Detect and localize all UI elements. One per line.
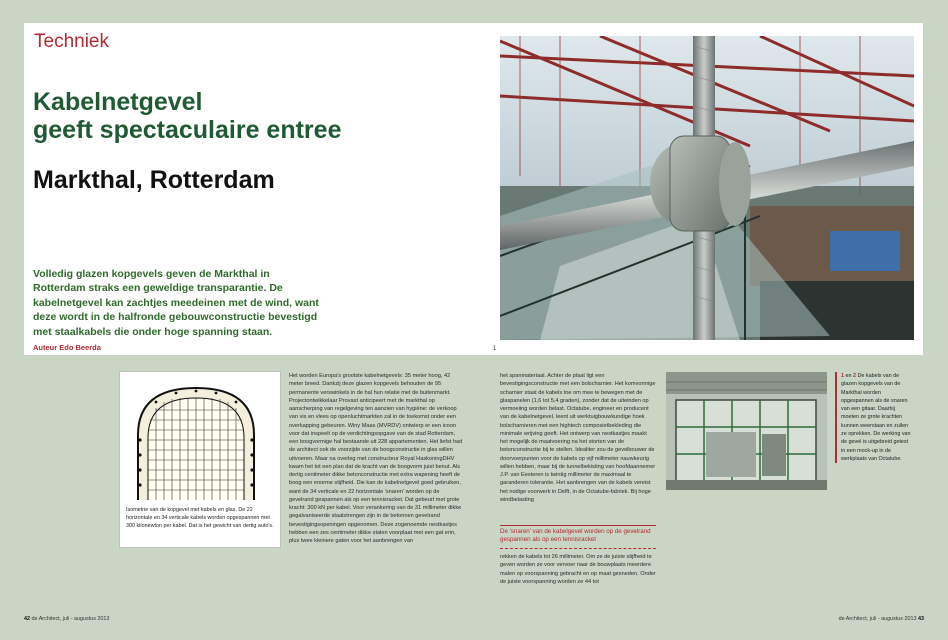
- headline-line-2: geeft spectaculaire entree: [33, 116, 342, 144]
- body-text-col3: rekken de kabels tot 26 millimeter. Om ze de juiste stijfheid te geven worden ze voor vervoer naar de bouwplaats meerdere malen op voorspanning gebracht en op maat gesneden. Onder de juiste voorspanning worden ze 44 tot: [500, 554, 656, 585]
- article-headline: [33, 88, 473, 144]
- caption-text: De kabels van de glazen kopgevels van de Markthal worden opgespannen als de snaren van een gitaar. Daarbij moeten ze grote krachten kunnen weerstaan en zullen ze oprekken. De werking van de gevel is uitgebreid getest in een mock-up in de werkplaats van Octatube.: [841, 373, 911, 462]
- cable-facade-illustration: [500, 36, 914, 340]
- isometric-figure: [119, 371, 281, 548]
- page-number-right: 43: [918, 616, 924, 622]
- page-number-left: 42: [24, 616, 30, 622]
- article-subheadline: Markthal, Rotterdam: [33, 166, 275, 194]
- photo-number-marker: 1: [493, 346, 497, 352]
- pull-quote: De 'snaren' van de kabelgevel worden op de gevelrand gespannen als op een tennisracket: [500, 525, 656, 549]
- footer-left: [24, 616, 109, 622]
- body-column-2: [500, 372, 656, 504]
- isometric-facade-drawing: [126, 380, 276, 505]
- isometric-caption: Isometrie van de kopgevel met kabels en glas. De 22 horizontale en 34 verticale kabels worden opgespannen met 300 kilonewton per kabel. Dat is het gewicht van dertig auto's.: [126, 507, 274, 530]
- main-photo-cable-facade: [500, 36, 914, 340]
- author-credit: Auteur Edo Beerda: [33, 343, 101, 352]
- mockup-photo: [666, 372, 827, 490]
- headline-line-1: Kabelnetgevel: [33, 88, 203, 116]
- footer-left-text: de Architect, juli - augustus 2013: [30, 616, 110, 622]
- caption-num-1: 1: [841, 373, 844, 379]
- caption-and: en: [844, 373, 853, 379]
- body-text-col2: het spanmateriaal. Achter de plaat ligt een bevestigingsconstructie met een bolscharnier. Het komvormige scharnier staat de kabels toe om mee te bewegen met de glaspanelen (1,6 tot 5,4 graden), zonder dat de uiteinden op vermoeiing worden belast. Octatube, engineer en producent van de kabelnetgevel, leent uit werktuigbouwkundige hoek bolscharnieren met een hightech composietbekleding die minimale wrijving geeft. Het ontwerp van nestkastjes maakt het mogelijk de maatvoering na het storten van de betonconstructie bij te stellen. Idealiter zou de gevelbouwer de doorvoerpunten voor de kabels op vijf millimeter nauwkeurig willen hebben, maar bij de tunnelbekisting van hoofdaannemer J.P. van Eesteren is twintig millimeter de maximaal te garanderen tolerantie. Het aanbrengen van de kabels vereist het nodige voorwerk in Delft, in de Octatube-fabriek. Bij hoge windbelasting: [500, 373, 656, 503]
- lead-paragraph: Volledig glazen kopgevels geven de Markthal in Rotterdam straks een geweldige transparantie. De kabelnetgevel kan zachtjes meedeinen met de wind, want deze wordt in de halfronde gebouwconstructie bevestigd met staalkabels die onder hoge spanning staan.: [33, 268, 319, 338]
- footer-right: [839, 616, 924, 622]
- footer-right-text: de Architect, juli - augustus 2013: [838, 616, 918, 622]
- body-text-col1: Het worden Europa's grootste kabelnetgevels: 35 meter hoog, 42 meter breed. Dankzij deze glazen kopgevels behouden de 95 permanente verswinkels in de hal hun relatie met de buitenmarkt. Projectontwikkelaar Provast anticipeert met de markthal op aanscherping van regelgeving ten aanzien van hygiëne: de verkoop van vis en vlees op openluchtmarkten zal in de toekomst onder een overkapping gebeuren. Winy Maas (MVRDV) ontwierp er een icoon voor dat inspeelt op de verdichtingsopgave van de stad Rotterdam, een boogvormige hal bestaande uit 228 appartementen. Het liefst had de architect ook de voorzijde van de boogconstructie in glas willen uitvoeren. Maar na overleg met constructeur Royal HaskoningDHV kwam het tot een plan dat de kracht van de boogvorm juist benut. Als dertig centimeter dikke betonconstructie met extra wapening heeft de boog een enorme stijfheid. Die kan de kabelnetgevel goed gebruiken, want de 34 verticale en 22 horizontale 'snaren' worden op de gevelrand gespannen als op een tennisracket. Dat gebeurt met grote kracht: 300 kN per kabel. Voor verankering van de 31 millimeter dikke gegalvaniseerde staalstrengen zijn in de betonnen gevelrand bevestigingsopeningen opgenomen. Deze zogenoemde nestkastjes hebben een zes centimeter dikke stalen voorplaat met een gat erin, plus twee kleinere gaten voor het aanbrengen van: [289, 373, 463, 544]
- body-column-1: [289, 372, 465, 545]
- side-caption: [835, 372, 913, 463]
- body-column-3: [500, 553, 656, 586]
- caption-num-2: 2: [853, 373, 856, 379]
- section-label: Techniek: [34, 31, 109, 52]
- mockup-illustration: [666, 372, 827, 490]
